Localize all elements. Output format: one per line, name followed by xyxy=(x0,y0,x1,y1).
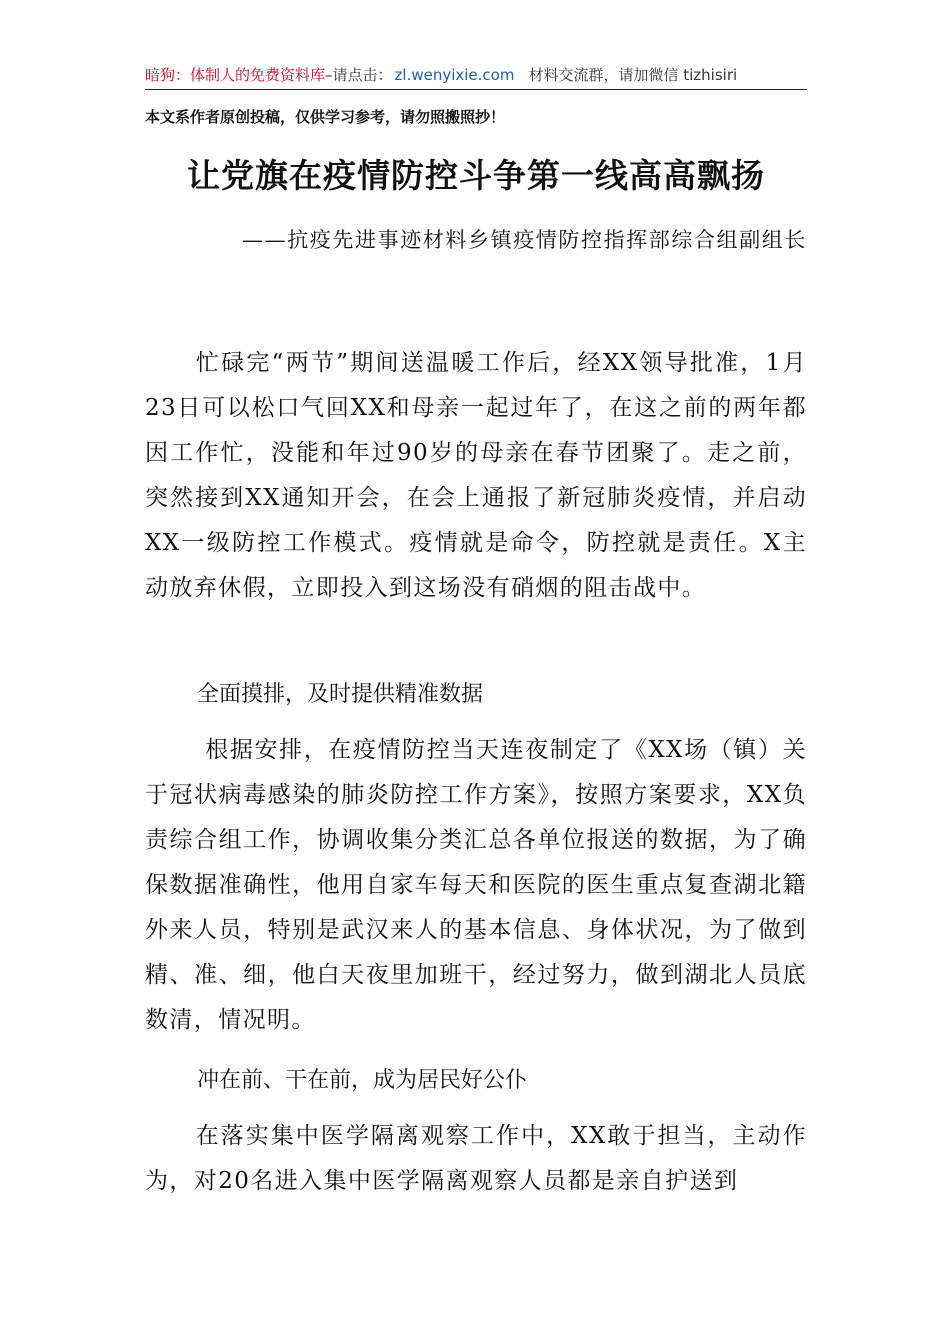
paragraph-3 xyxy=(145,1114,807,1204)
disclaimer: 本文系作者原创投稿，仅供学习参考，请勿照搬照抄！ xyxy=(145,108,506,126)
click-prompt: –请点击： xyxy=(325,66,393,84)
document-title: 让党旗在疫情防控斗争第一线高高飘扬 xyxy=(187,156,765,195)
promo-header xyxy=(145,64,807,90)
paragraph-1 xyxy=(145,341,807,611)
section-heading-1: 全面摸排，及时提供精准数据 xyxy=(197,682,484,707)
paragraph-2-text: 根据安排，在疫情防控当天连夜制定了《XX场（镇）关于冠状病毒感染的肺炎防控工作方案》，按照方案要求，XX负责综合组工作，协调收集分类汇总各单位报送的数据，为了确保数据准确性，他用自家车每天和医院的医生重点复查湖北籍外来人员，特别是武汉来人的基本信息、身体状况，为了做到精、准、细，他白天夜里加班干，经过努力，做到湖北人员底数清，情况明。 xyxy=(145,737,807,1033)
section-heading-2: 冲在前、干在前，成为居民好公仆 xyxy=(197,1068,528,1093)
document-subtitle: ——抗疫先进事迹材料乡镇疫情防控指挥部综合组副组长 xyxy=(242,228,807,252)
wechat-note: 材料交流群，请加微信 tizhisiri xyxy=(528,66,738,84)
paragraph-3-text: 在落实集中医学隔离观察工作中，XX敢于担当，主动作为，对20名进入集中医学隔离观察人员都是亲自护送到 xyxy=(145,1123,807,1194)
paragraph-2 xyxy=(145,728,807,1043)
brand-link[interactable]: 暗狗：体制人的免费资料库 xyxy=(145,66,326,84)
paragraph-1-text: 忙碌完“两节”期间送温暖工作后，经XX领导批准，1月23日可以松口气回XX和母亲一起过年了，在这之前的两年都因工作忙，没能和年过90岁的母亲在春节团聚了。走之前，突然接到XX通知开会，在会上通报了新冠肺炎疫情，并启动XX一级防控工作模式。疫情就是命令，防控就是责任。X主动放弃休假，立即投入到这场没有硝烟的阻击战中。 xyxy=(145,350,807,601)
site-url-link[interactable]: zl.wenyixie.com xyxy=(394,66,515,84)
